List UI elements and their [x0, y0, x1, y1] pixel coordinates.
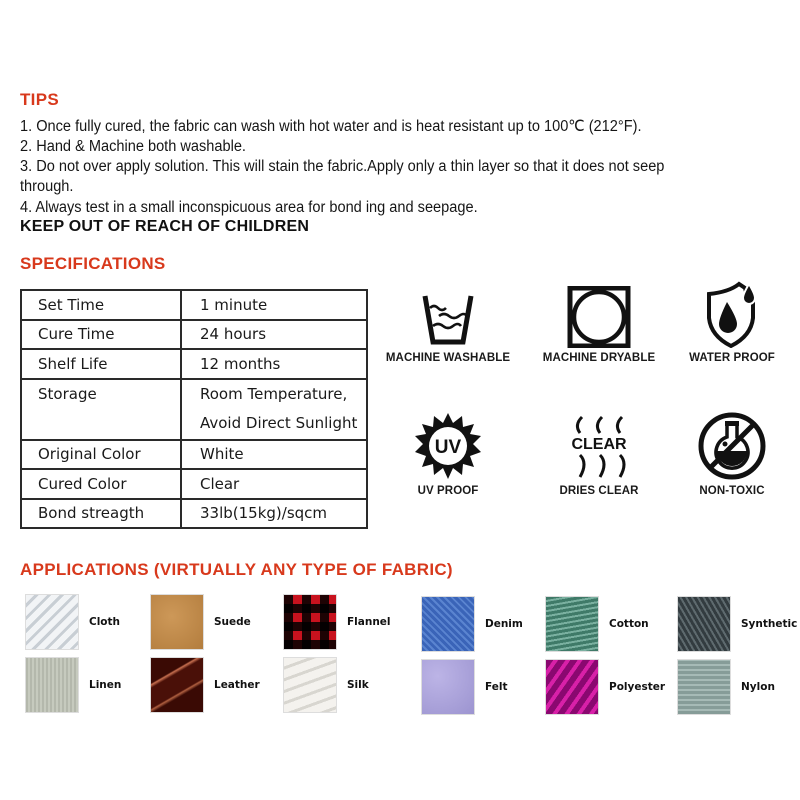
fabric-suede: [150, 594, 251, 650]
spec-value: 33lb(15kg)/sqcm: [181, 499, 367, 529]
feature-label: NON-TOXIC: [699, 485, 765, 497]
fabric-swatch: [677, 596, 731, 652]
fabric-swatch: [150, 594, 204, 650]
clear-waves-icon: [564, 411, 634, 481]
tips-heading: TIPS: [20, 90, 59, 109]
fabric-swatch: [545, 596, 599, 652]
feature-non-toxic: [662, 411, 800, 497]
fabric-label: Silk: [347, 679, 369, 691]
fabric-label: Cloth: [89, 616, 121, 628]
feature-machine-washable: [378, 286, 518, 364]
fabric-label: Flannel: [347, 616, 391, 628]
tip-3-continued: through.: [20, 178, 74, 195]
spec-value: [181, 379, 367, 440]
feature-dries-clear: [529, 411, 669, 497]
spec-value: White: [181, 440, 367, 470]
spec-key: Shelf Life: [21, 349, 181, 379]
fabric-cloth: [25, 594, 120, 650]
child-safety-warning: KEEP OUT OF REACH OF CHILDREN: [20, 218, 310, 235]
tip-1: 1. Once fully cured, the fabric can wash with hot water and is heat resistant up to 100℃ (212°F).: [20, 118, 642, 135]
fabric-label: Denim: [485, 618, 523, 630]
fabric-swatch: [677, 659, 731, 715]
fabric-swatch: [421, 596, 475, 652]
uv-sun-icon: [413, 411, 483, 481]
fabric-denim: [421, 596, 523, 652]
fabric-swatch: [283, 657, 337, 713]
feature-label: WATER PROOF: [689, 352, 775, 364]
applications-heading: APPLICATIONS (VIRTUALLY ANY TYPE OF FABRIC): [20, 560, 453, 579]
spec-value: 1 minute: [181, 290, 367, 320]
specifications-table: [20, 289, 368, 529]
fabric-leather: [150, 657, 260, 713]
tip-4: 4. Always test in a small inconspicuous area for bond ing and seepage.: [20, 199, 478, 216]
fabric-cotton: [545, 596, 649, 652]
spec-row-cured-color: [21, 469, 367, 499]
fabric-flannel: [283, 594, 391, 650]
fabric-felt: [421, 659, 508, 715]
fabric-label: Leather: [214, 679, 260, 691]
washbasin-icon: [413, 286, 483, 348]
fabric-label: Felt: [485, 681, 508, 693]
fabric-swatch: [25, 657, 79, 713]
fabric-label: Synthetic: [741, 618, 798, 630]
fabric-synthetic: [677, 596, 797, 652]
spec-row-set-time: [21, 290, 367, 320]
fabric-swatch: [25, 594, 79, 650]
fabric-nylon: [677, 659, 775, 715]
fabric-label: Cotton: [609, 618, 649, 630]
spec-key: Original Color: [21, 440, 181, 470]
fabric-swatch: [283, 594, 337, 650]
spec-key: Set Time: [21, 290, 181, 320]
spec-row-original-color: [21, 440, 367, 470]
spec-value-line: Avoid Direct Sunlight: [200, 414, 358, 432]
spec-value: 12 months: [181, 349, 367, 379]
feature-label: MACHINE DRYABLE: [542, 352, 656, 364]
shield-drop-icon: [695, 280, 769, 348]
feature-label: MACHINE WASHABLE: [385, 352, 511, 364]
feature-water-proof: [662, 280, 800, 364]
tip-3: 3. Do not over apply solution. This will stain the fabric.Apply only a thin layer so that it does not seep: [20, 158, 665, 175]
spec-key: Cure Time: [21, 320, 181, 350]
spec-row-bond-strength: [21, 499, 367, 529]
fabric-label: Nylon: [741, 681, 775, 693]
tip-2: 2. Hand & Machine both washable.: [20, 138, 246, 155]
tumble-dry-icon: [564, 286, 634, 348]
spec-key: Storage: [21, 379, 181, 440]
fabric-swatch: [545, 659, 599, 715]
fabric-silk: [283, 657, 369, 713]
spec-value: Clear: [181, 469, 367, 499]
fabric-label: Suede: [214, 616, 251, 628]
feature-label: DRIES CLEAR: [559, 485, 639, 497]
fabric-swatch: [421, 659, 475, 715]
fabric-linen: [25, 657, 121, 713]
svg-text:UV: UV: [434, 437, 462, 458]
spec-row-cure-time: [21, 320, 367, 350]
spec-row-shelf-life: [21, 349, 367, 379]
fabric-polyester: [545, 659, 665, 715]
fabric-swatch: [150, 657, 204, 713]
fabric-label: Linen: [89, 679, 122, 691]
spec-key: Cured Color: [21, 469, 181, 499]
no-chemical-icon: [697, 411, 767, 481]
spec-value-line: Room Temperature,: [200, 384, 348, 403]
spec-value: 24 hours: [181, 320, 367, 350]
fabric-label: Polyester: [609, 681, 666, 693]
specifications-heading: SPECIFICATIONS: [20, 254, 166, 273]
feature-label: UV PROOF: [417, 485, 479, 497]
spec-row-storage: [21, 379, 367, 440]
feature-uv-proof: [378, 411, 518, 497]
svg-text:CLEAR: CLEAR: [571, 436, 627, 453]
feature-machine-dryable: [529, 286, 669, 364]
spec-key: Bond streagth: [21, 499, 181, 529]
